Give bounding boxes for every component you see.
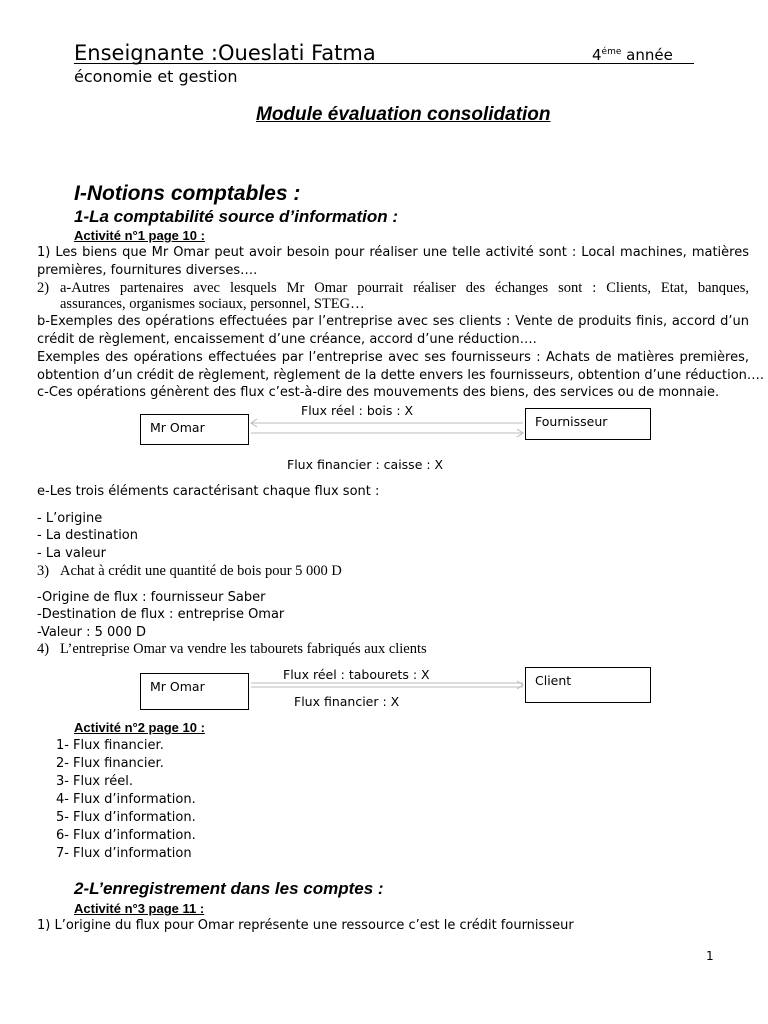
class-level (592, 46, 673, 64)
elements-intro: e-Les trois éléments caractérisant chaque flux sont : (37, 484, 380, 499)
activity-2-item-num: 7- (56, 846, 69, 861)
paragraph-f-line-2: obtention d’un crédit de règlement, règlement de la dette envers les fournisseurs, obtention d’une réduction…. (37, 368, 765, 383)
question-3-line: -Origine de flux : fournisseur Saber (37, 590, 266, 605)
diagram-1-arrows (249, 418, 527, 442)
diagram-2-right-box (525, 667, 651, 703)
diagram-1-right-box-label: Fournisseur (535, 414, 608, 429)
activity-2-item-text: Flux d’information. (73, 828, 196, 843)
paragraph-2-line-1: a-Autres partenaires avec lesquels Mr Omar pourrait réaliser des échanges sont : Clients, Etat, banques, (60, 280, 749, 296)
question-3-text: Achat à crédit une quantité de bois pour 5 000 D (60, 563, 342, 579)
activity-2-item-num: 5- (56, 810, 69, 825)
activity-2-item-text: Flux d’information. (73, 792, 196, 807)
level-superscript: éme (601, 47, 622, 57)
subsection-heading-2: 2-L’enregistrement dans les comptes : (74, 879, 384, 898)
activity-2-item-num: 2- (56, 756, 69, 771)
diagram-1-right-box (525, 408, 651, 440)
diagram-2-arrows (249, 679, 527, 693)
activity-2-item-num: 6- (56, 828, 69, 843)
activity-2-item-text: Flux d’information. (73, 810, 196, 825)
question-3-line: -Valeur : 5 000 D (37, 625, 146, 640)
elements-item: - La destination (37, 528, 139, 543)
diagram-2-left-box-label: Mr Omar (150, 679, 205, 694)
diagram-1-left-box-label: Mr Omar (150, 420, 205, 435)
page-number: 1 (706, 949, 714, 963)
diagram-1-top-label: Flux réel : bois : X (301, 403, 414, 418)
paragraph-2-line-2: assurances, organismes sociaux, personnel, STEG… (60, 296, 365, 312)
paragraph-c: c-Ces opérations génèrent des flux c’est-à-dire des mouvements des biens, des services ou de monnaie. (37, 385, 720, 400)
paragraph-b-line-1: b-Exemples des opérations effectuées par l’entreprise avec ses clients : Vente de produits finis, accord d’un (37, 314, 749, 329)
paragraph-1-line-1: 1) Les biens que Mr Omar peut avoir besoin pour réaliser une telle activité sont : Local machines, matières (37, 245, 749, 260)
level-number: 4 (592, 46, 602, 64)
page-title: Module évaluation consolidation (256, 104, 551, 125)
section-heading-1: I-Notions comptables : (74, 182, 301, 205)
diagram-2-right-box-label: Client (535, 673, 572, 688)
activity-2-item-text: Flux financier. (73, 756, 164, 771)
paragraph-2-number: 2) (37, 280, 50, 296)
paragraph-1-line-2: premières, fournitures diverses…. (37, 263, 258, 278)
activity-3-paragraph-1: 1) L’origine du flux pour Omar représente une ressource c’est le crédit fournisseur (37, 918, 574, 933)
activity-2-item-num: 1- (56, 738, 69, 753)
elements-item: - L’origine (37, 511, 103, 526)
diagram-2-top-label: Flux réel : tabourets : X (283, 667, 430, 682)
activity-2-item-text: Flux d’information (73, 846, 192, 861)
level-suffix: année (621, 46, 673, 64)
diagram-1-bottom-label: Flux financier : caisse : X (287, 457, 444, 472)
diagram-1-left-box (140, 414, 249, 445)
question-4-number: 4) (37, 641, 50, 657)
subsection-heading-1: 1-La comptabilité source d’information : (74, 207, 398, 226)
activity-2-item-text: Flux financier. (73, 738, 164, 753)
question-4-text: L’entreprise Omar va vendre les tabourets fabriqués aux clients (60, 641, 427, 657)
teacher-name: Enseignante :Oueslati Fatma (74, 41, 376, 65)
diagram-2-bottom-label: Flux financier : X (294, 694, 400, 709)
activity-2-item-num: 4- (56, 792, 69, 807)
track-name: économie et gestion (74, 67, 238, 86)
activity-3-title: Activité n°3 page 11 : (74, 901, 205, 916)
paragraph-b-line-2: crédit de règlement, encaissement d’une créance, accord d’une réduction…. (37, 332, 537, 347)
diagram-2-left-box (140, 673, 249, 710)
question-3-number: 3) (37, 563, 50, 579)
activity-2-item-text: Flux réel. (73, 774, 133, 789)
paragraph-f-line-1: Exemples des opérations effectuées par l’entreprise avec ses fournisseurs : Achats de matières premières, (37, 350, 749, 365)
activity-2-item-num: 3- (56, 774, 69, 789)
question-3-line: -Destination de flux : entreprise Omar (37, 607, 285, 622)
activity-1-title: Activité n°1 page 10 : (74, 228, 205, 243)
elements-item: - La valeur (37, 546, 107, 561)
activity-2-title: Activité n°2 page 10 : (74, 720, 205, 735)
